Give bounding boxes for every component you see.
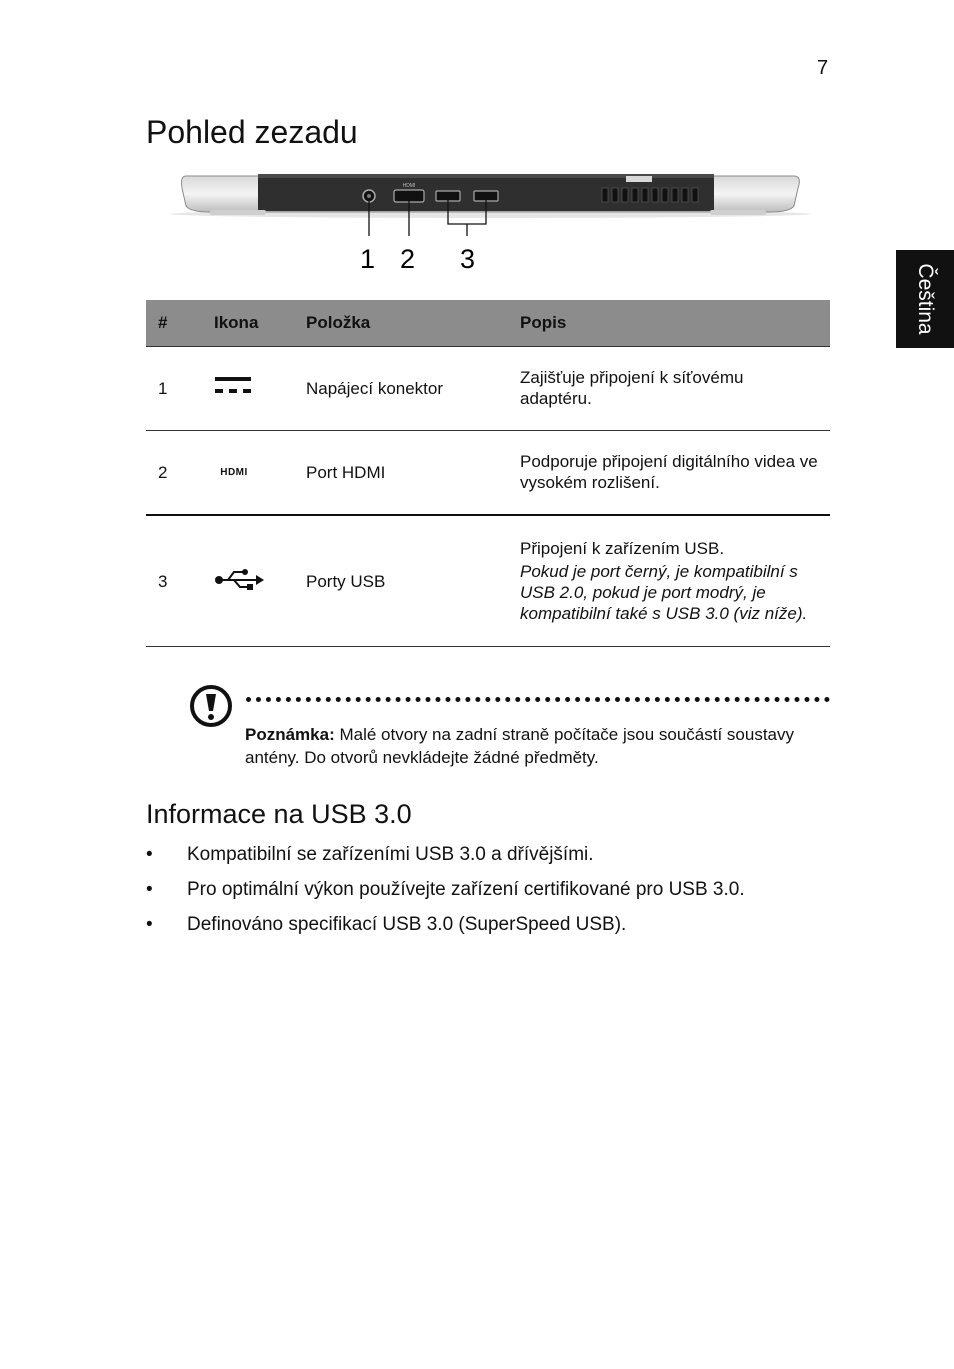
bullet-icon: • <box>146 879 153 900</box>
row-description <box>508 515 830 647</box>
note-text <box>245 723 805 769</box>
list-item <box>146 877 830 912</box>
bullet-icon: • <box>146 914 153 935</box>
language-tab-label: Čeština <box>914 263 937 335</box>
dc-power-icon <box>214 374 252 398</box>
header-item: Položka <box>294 300 508 347</box>
list-item <box>146 842 830 877</box>
page-number: 7 <box>817 57 829 79</box>
table-row <box>146 515 830 647</box>
row-description <box>508 347 830 431</box>
list-item-text: Pro optimální výkon používejte zařízení certifikované pro USB 3.0. <box>187 879 745 900</box>
bullet-icon: • <box>146 844 153 865</box>
callout-2: 2 <box>400 244 416 274</box>
table-header-row <box>146 300 830 347</box>
row-description-text: Podporuje připojení digitálního videa ve vysokém rozlišení. <box>520 451 818 492</box>
row-item: Napájecí konektor <box>294 347 508 431</box>
table-row <box>146 431 830 516</box>
row-number: 2 <box>146 431 202 516</box>
row-number: 3 <box>146 515 202 647</box>
note-label: Poznámka: <box>245 725 335 744</box>
row-item: Port HDMI <box>294 431 508 516</box>
callout-1: 1 <box>360 244 376 274</box>
table-row <box>146 347 830 431</box>
row-number: 1 <box>146 347 202 431</box>
row-icon-cell <box>202 515 294 647</box>
hdmi-port-label: HDMI <box>402 183 416 189</box>
row-description-text: Připojení k zařízením USB. <box>520 539 725 558</box>
note-body: Malé otvory na zadní straně počítače jsou součástí soustavy antény. Do otvorů nevkládejte žádné předměty. <box>245 725 794 767</box>
header-description: Popis <box>508 300 830 347</box>
header-number: # <box>146 300 202 347</box>
hdmi-icon-text: HDMI <box>220 467 248 478</box>
row-icon-cell <box>202 431 294 516</box>
row-description <box>508 431 830 516</box>
usb-info-list <box>146 842 830 947</box>
section-subtitle: Informace na USB 3.0 <box>146 799 412 829</box>
row-description-note: Pokud je port černý, je kompatibilní s USB 2.0, pokud je port modrý, je kompatibilní také s USB 3.0 (viz níže). <box>520 562 808 623</box>
callout-3: 3 <box>460 244 476 274</box>
ports-table <box>146 300 830 647</box>
hdmi-icon <box>214 464 254 478</box>
row-item: Porty USB <box>294 515 508 647</box>
language-tab <box>896 250 954 348</box>
list-item <box>146 912 830 947</box>
usb-icon <box>214 568 264 590</box>
list-item-text: Kompatibilní se zařízeními USB 3.0 a dřívějšími. <box>187 844 594 865</box>
row-description-text: Zajišťuje připojení k síťovému adaptéru. <box>520 367 744 408</box>
header-icon: Ikona <box>202 300 294 347</box>
laptop-rear-view-figure <box>170 168 810 278</box>
exclamation-icon <box>188 683 234 729</box>
list-item-text: Definováno specifikací USB 3.0 (SuperSpeed USB). <box>187 914 627 935</box>
row-icon-cell <box>202 347 294 431</box>
page-title: Pohled zezadu <box>146 114 358 150</box>
note-divider <box>246 697 830 702</box>
